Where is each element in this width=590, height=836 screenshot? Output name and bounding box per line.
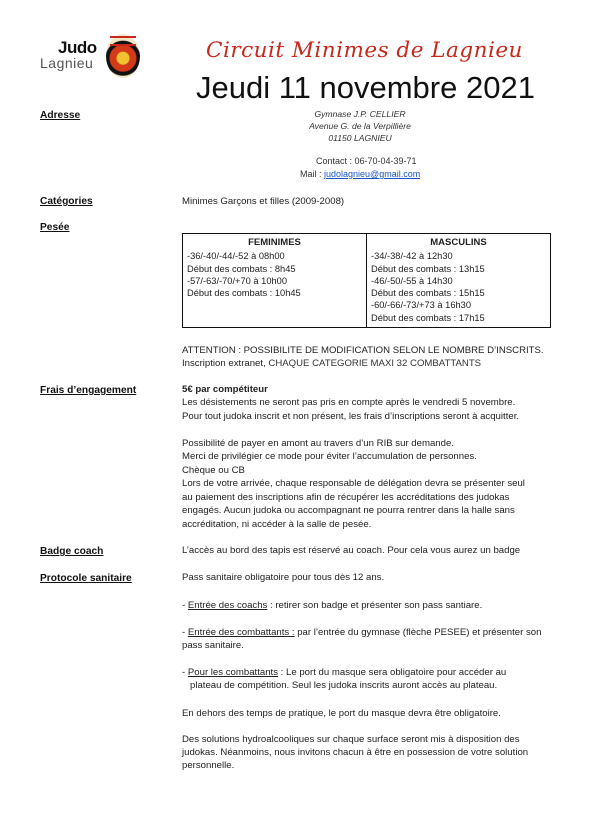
badge-value: L’accès au bord des tapis est réservé au coach. Pour cela vous aurez un badge: [182, 545, 521, 556]
logo-lagnieu-text: Lagnieu: [40, 55, 94, 71]
coachs-text: : retirer son badge et présenter son pass santiare.: [267, 600, 483, 611]
frais-line: Possibilité de payer en amont au travers d’un RIB sur demande.: [182, 437, 454, 449]
frais-line: Les désistements ne seront pas pris en compte après le vendredi 5 novembre.: [182, 397, 516, 408]
masculins-column: [367, 234, 550, 327]
table-row: -60/-66/-73/+73 à 16h30: [371, 300, 472, 311]
entree-combattants-line-2: pass sanitaire.: [182, 640, 244, 651]
coachs-prefix: -: [182, 600, 188, 611]
attention-line-2: [182, 357, 481, 371]
pour-text: : Le port du masque sera obligatoire pour accéder au: [278, 667, 507, 678]
logo-judo-text: Judo: [58, 38, 97, 57]
attention-line-1: ATTENTION : POSSIBILITE DE MODIFICATION SELON LE NOMBRE D’INSCRITS.: [182, 345, 544, 356]
solutions-line-2: judokas. Néanmoins, nous invitons chacun à être en possession de votre solution: [182, 747, 529, 758]
event-date-title: Jeudi 11 novembre 2021: [196, 70, 535, 105]
combattants-label: Entrée des combattants :: [187, 627, 295, 638]
frais-line: Chèque ou CB: [182, 464, 245, 476]
frais-line: Pour tout judoka inscrit et non présent, les frais d’inscriptions seront à acquitter.: [182, 410, 520, 422]
frais-line: Merci de privilégier ce mode pour éviter l’accumulation de personnes.: [182, 451, 477, 462]
combattants-prefix: -: [182, 627, 188, 638]
feminimes-column: [183, 234, 367, 327]
combattants-text: par l’entrée du gymnase (flèche PESEE) et présenter son: [294, 627, 542, 638]
categories-label: Catégories: [40, 196, 93, 207]
frais-body: [182, 396, 525, 531]
table-row: Début des combats : 10h45: [187, 288, 301, 299]
club-logo: [40, 30, 140, 86]
feminimes-header: FEMINIMES: [248, 237, 301, 248]
frais-line: Lors de votre arrivée, chaque responsable de délégation devra se présenter seul: [182, 478, 525, 489]
pesee-label: Pesée: [40, 222, 70, 233]
protocole-label: Protocole sanitaire: [40, 573, 132, 584]
table-row: -46/-50/-55 à 14h30: [371, 275, 453, 286]
address-line-3: 01150 LAGNIEU: [328, 133, 392, 143]
hors-pratique-line: En dehors des temps de pratique, le port du masque devra être obligatoire.: [182, 708, 501, 719]
address-line-1: Gymnase J.P. CELLIER: [314, 109, 406, 119]
pour-combattants-line: [182, 666, 506, 680]
table-row: -36/-40/-44/-52 à 08h00: [187, 251, 285, 262]
categories-value: Minimes Garçons et filles (2009-2008): [182, 196, 345, 207]
badge-label: Badge coach: [40, 546, 104, 557]
frais-line: [182, 423, 525, 437]
frais-label: Frais d’engagement: [40, 385, 137, 396]
adresse-label: Adresse: [40, 110, 81, 121]
frais-line: accréditation, ni accéder à la salle de pesée.: [182, 518, 372, 530]
table-row: Début des combats : 8h45: [187, 263, 296, 274]
table-row: Début des combats : 15h15: [371, 288, 485, 299]
coachs-label: Entrée des coachs: [187, 600, 268, 611]
table-row: Début des combats : 17h15: [371, 312, 485, 323]
inscription-text: Inscription extranet,: [182, 358, 269, 369]
judo-emblem-icon: [106, 34, 140, 78]
frais-line: engagés. Aucun judoka ou accompagnant ne pourra rentrer dans la halle sans: [182, 505, 515, 516]
max-combattants-text: CHAQUE CATEGORIE MAXI 32 COMBATTANTS: [268, 358, 482, 369]
table-row: -57/-63/-70/+70 à 10h00: [187, 275, 288, 286]
pass-sanitaire-line: Pass sanitaire obligatoire pour tous dès 12 ans.: [182, 572, 385, 583]
entree-combattants-line: [182, 626, 541, 640]
circuit-title: Circuit Minimes de Lagnieu: [206, 38, 523, 63]
pour-label: Pour les combattants: [187, 667, 278, 678]
frais-heading: 5€ par compétiteur: [182, 384, 268, 395]
pour-prefix: -: [182, 667, 188, 678]
pesee-table: [182, 233, 551, 328]
mail-link[interactable]: judolagnieu@gmail.com: [324, 169, 421, 179]
contact-phone: Contact : 06-70-04-39-71: [316, 156, 417, 166]
mail-prefix: Mail :: [300, 169, 325, 179]
entree-coachs-line: [182, 599, 482, 613]
solutions-line-3: personnelle.: [182, 760, 235, 771]
frais-line: au paiement des inscriptions afin de récupérer les accréditations des judokas: [182, 491, 510, 503]
masculins-header: MASCULINS: [430, 237, 487, 248]
solutions-line-1: Des solutions hydroalcooliques sur chaque surface seront mis à disposition des: [182, 734, 520, 745]
pour-combattants-line-2: plateau de compétition. Seul les judoka inscrits auront accès au plateau.: [190, 680, 498, 691]
contact-mail: [300, 169, 420, 179]
address-line-2: Avenue G. de la Verpillière: [309, 121, 411, 131]
table-row: Début des combats : 13h15: [371, 263, 485, 274]
table-row: -34/-38/-42 à 12h30: [371, 251, 453, 262]
